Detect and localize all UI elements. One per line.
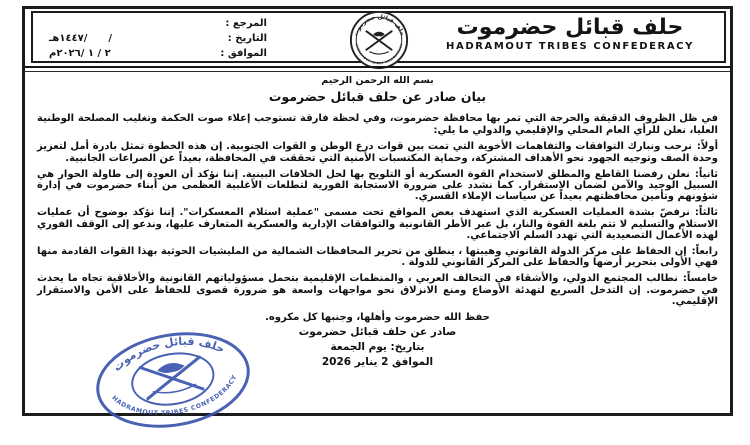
item-1-label: أولاً: [696,141,718,153]
org-name-arabic: حلف قبائل حضرموت [456,15,684,40]
gregorian-date-label: الموافق : [220,48,267,59]
item-2-label: ثانياً: [694,168,718,180]
basmala: بسم الله الرحمن الرحيم [321,75,434,86]
reference-fields [49,16,267,61]
issue-day-line: بتاريخ: يوم الجمعة [330,341,425,354]
letterhead [31,11,726,66]
emblem-arc-text-english: HADRAMOUT TRIBES CONFEDERACY [353,43,404,66]
stamp-arc-text-english: HADRAMOUT TRIBES CONFEDERACY [110,373,239,418]
issuance-block [37,325,718,370]
issued-by-line: صادر عن حلف قبائل حضرموت [298,326,457,339]
statement-item-1 [37,141,718,164]
header-divider [25,66,730,72]
page-border [22,6,733,416]
org-title-block [424,15,716,52]
item-3-text: نرفضّ بشدة العمليات العسكرية الذي استهدف بعض المواقع تحت مسمى "عملية استلام المعسكرات". إننا نؤكد بوضوح أن عمليات الاستلام والتسليم لا تتم بلغة القوة والنار، بل عبر الأطر القانونية والتوافقات الإدارية والعسكرية المتعارف عليها، وندعو إلى الوقف الفوري لهذه الأعمال التصعيدية التي تهدد السلم الاجتماعي. [37,207,718,242]
item-5-text: نطالب المجتمع الدولي، والأشقاء في التحالف العربي ، والمنظمات الإقليمية بتحمل مسؤولياتهم القانونية والأخلاقية تجاه ما يحدث في حضرموت. إن التدخل السريع لتهدئة الأوضاع ومنع الانزلاق نحو مواجهات واسعة هو ضرورة قصوى للحفاظ على الأمن والاستقرار الإقليمي. [37,273,718,308]
gregorian-date-field [49,46,267,61]
item-3-label: ثالثاً: [694,207,718,219]
reference-field [49,16,267,31]
emblem-arc-text-arabic: حلف قبائل حضرموت [352,14,405,37]
statement-item-4 [37,246,718,269]
item-5-label: خامساً: [682,273,718,285]
item-4-text: إن الحفاظ على مركز الدولة القانوني وهيبتها ، ينطلق من تحرير المحافظات الشمالية من المليشيات الحوثية بهذا القوات القادمة منها فهي الأولى بتحرير أرضها والحفاظ على المركز القانوني للدولة . [37,245,718,269]
item-1-text: نرحب ونبارك التوافقات والتفاهمات الأخوية التي تمت بين قوات درع الوطن و القوات الجنوبية. إن هذه الخطوة تمثل بادرة أمل لتعزيز وحدة الصف وتوجيه الجهود نحو الأهداف المشتركة، وحماية المكتسبات الأمنية التي تحققت في المحافظة، بعيداً عن الصراعات الجانبية. [37,141,718,164]
hijri-date-field [49,31,267,46]
statement-item-2 [37,169,718,203]
hijri-date-label: التاريخ : [227,33,267,44]
item-4-label: رابعاً: [691,245,718,257]
closing-prayer: حفظ الله حضرموت وأهلها، وجنبها كل مكروه. [265,312,490,323]
statement-item-5 [37,273,718,307]
statement-item-3 [37,207,718,241]
reference-label: المرجع : [225,18,267,29]
statement-title: بيان صادر عن حلف قبائل حضرموت [268,89,487,105]
intro-paragraph: في ظل الظروف الدقيقة والحرجة التي تمر بها محافظة حضرموت، وفي لحظة فارقة تستوجب إعلاء صوت الحكمة وتغليب المصلحة الوطنية العليا، نعلن للرأي العام المحلي والإقليمي والدولي ما يلي: [37,113,718,136]
statement-body [37,75,718,370]
stamp-arc-text-arabic: حلف قبائل حضرموت [110,334,227,374]
item-2-text: نعلن رفضنا القاطع والمطلق لاستخدام القوة العسكرية أو التلويح بها لحل الخلافات البينية. إننا نؤكد أن العودة إلى طاولة الحوار هي السبيل الوحيد والآمن لضمان الاستقرار. كما نشدد على ضرورة الاستجابة الفورية لتطلعات الأغلبية العظمى من أبناء حضرموت في إدارة شؤونهم وتأمين محافظتهم بعيداً عن سياسات الإملاء القسري. [37,168,718,203]
gregorian-date-value: ٢ / ١ /٢٠٢٦م [49,48,111,59]
hijri-date-value: / /١٤٤٧هـ [49,33,112,44]
issue-date-line: الموافق 2 يناير 2026 [321,356,434,369]
org-name-english: HADRAMOUT TRIBES CONFEDERACY [446,41,694,52]
